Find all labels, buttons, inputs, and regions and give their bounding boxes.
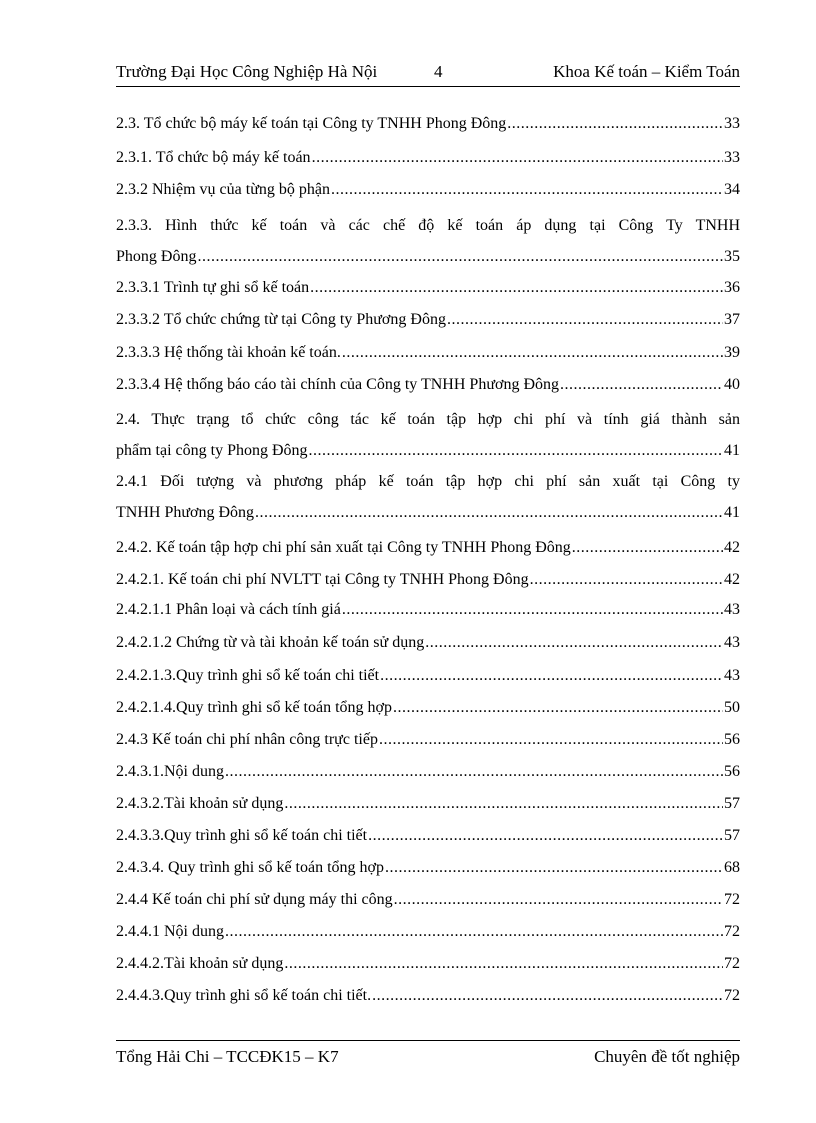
toc-entry [116,272,740,303]
toc-leader-dots [255,497,723,528]
toc-entry [116,594,740,625]
toc-entry-title: 2.4.3.4. Quy trình ghi sổ kế toán tổng hợp [116,859,384,876]
toc-entry [116,627,740,658]
toc-entry-page: 33 [724,149,740,166]
toc-entry-page: 43 [724,601,740,618]
toc-leader-dots [380,660,723,691]
toc-entry-page: 33 [724,115,740,132]
toc-entry-title: 2.3.2 Nhiệm vụ của từng bộ phận [116,181,330,198]
toc-entry [116,564,740,595]
toc-entry [116,788,740,819]
toc-entry [116,948,740,979]
toc-entry-title: TNHH Phương Đông [116,504,255,521]
toc-entry-title: 2.3.3.1 Trình tự ghi sổ kế toán [116,279,310,296]
toc-entry-page: 35 [724,248,740,265]
toc-entry-page: 42 [724,571,740,588]
toc-entry-title: 2.4.2. Kế toán tập hợp chi phí sản xuất tại Công ty TNHH Phong Đông [116,539,571,556]
toc-entry-title: 2.4.3.2.Tài khoản sử dụng [116,795,284,812]
toc-entry [116,724,740,755]
toc-entry-title-line1: 2.3.3. Hình thức kế toán và các chế độ kế toán áp dụng tại Công Ty TNHH [116,217,740,234]
toc-leader-dots [284,788,723,819]
toc-leader-dots [507,108,723,139]
toc-entry-title-line1: 2.4.1 Đối tượng và phương pháp kế toán tập hợp chi phí sản xuất tại Công ty [116,473,740,490]
toc-entry-page: 34 [724,181,740,198]
toc-entry-title: 2.4.2.1.4.Quy trình ghi sổ kế toán tổng hợp [116,699,392,716]
toc-leader-dots [372,980,723,1011]
toc-entry [116,660,740,691]
toc-entry-title: Phong Đông [116,248,197,265]
toc-entry [116,692,740,723]
toc-entry-page: 72 [724,987,740,1004]
toc-leader-dots [425,627,723,658]
toc-entry-title: 2.3.3.3 Hệ thống tài khoản kế toán. [116,344,341,361]
toc-entry-title: 2.4.3.1.Nội dung [116,763,224,780]
toc-leader-dots [309,435,723,466]
toc-leader-dots [394,884,723,915]
toc-entry [116,916,740,947]
toc-entry-title: 2.3.3.4 Hệ thống báo cáo tài chính của Công ty TNHH Phương Đông [116,376,559,393]
toc-entry-page: 72 [724,891,740,908]
page-footer [116,1040,740,1075]
page-header [116,58,740,87]
toc-leader-dots [393,692,723,723]
toc-entry [116,369,740,400]
toc-leader-dots [310,272,723,303]
toc-entry-title: 2.3.1. Tổ chức bộ máy kế toán [116,149,311,166]
toc-entry-title: 2.4.3 Kế toán chi phí nhân công trực tiếp [116,731,378,748]
toc-entry [116,756,740,787]
toc-entry-page: 72 [724,923,740,940]
toc-entry-title: 2.4.2.1. Kế toán chi phí NVLTT tại Công ty TNHH Phong Đông [116,571,529,588]
toc-entry [116,142,740,173]
toc-entry-page: 57 [724,795,740,812]
toc-leader-dots [284,948,723,979]
toc-leader-dots [447,304,723,335]
footer-author: Tổng Hải Chi – TCCĐK15 – K7 [116,1047,339,1066]
toc-entry-page: 56 [724,763,740,780]
toc-entry-page: 43 [724,667,740,684]
toc-entry-title: 2.4.2.1.1 Phân loại và cách tính giá [116,601,341,618]
toc-entry-page: 41 [724,442,740,459]
toc-entry [116,404,740,466]
toc-leader-dots [572,532,723,563]
toc-entry-page: 40 [724,376,740,393]
toc-entry-title: 2.4.2.1.3.Quy trình ghi sổ kế toán chi tiết [116,667,380,684]
toc-entry-page: 42 [724,539,740,556]
toc-entry [116,337,740,368]
toc-entry-title: phẩm tại công ty Phong Đông [116,442,308,459]
toc-entry-title: 2.3. Tổ chức bộ máy kế toán tại Công ty TNHH Phong Đông [116,115,507,132]
toc-entry-page: 56 [724,731,740,748]
footer-thesis: Chuyên đề tốt nghiệp [594,1047,740,1066]
toc-entry-title: 2.4.4.1 Nội dung [116,923,224,940]
toc-leader-dots [342,337,723,368]
toc-leader-dots [342,594,723,625]
toc-entry-page: 37 [724,311,740,328]
toc-entry-page: 43 [724,634,740,651]
toc-entry-page: 41 [724,504,740,521]
toc-leader-dots [530,564,723,595]
toc-entry-page: 68 [724,859,740,876]
toc-entry-page: 72 [724,955,740,972]
toc-entry [116,852,740,883]
toc-leader-dots [379,724,723,755]
toc-leader-dots [197,241,723,272]
toc-leader-dots [331,174,723,205]
toc-entry [116,304,740,335]
toc-leader-dots [225,756,723,787]
toc-entry-title: 2.4.3.3.Quy trình ghi sổ kế toán chi tiết [116,827,368,844]
header-department: Khoa Kế toán – Kiểm Toán [553,62,740,81]
toc-entry-page: 50 [724,699,740,716]
toc-entry [116,980,740,1011]
toc-leader-dots [225,916,723,947]
toc-entry [116,466,740,528]
toc-entry-title-line1: 2.4. Thực trạng tổ chức công tác kế toán tập hợp chi phí và tính giá thành sản [116,411,740,428]
toc-leader-dots [560,369,723,400]
toc-entry-page: 57 [724,827,740,844]
toc-entry [116,210,740,272]
toc-entry-title: 2.4.4.3.Quy trình ghi sổ kế toán chi tiết. [116,987,372,1004]
toc-entry-title: 2.4.4 Kế toán chi phí sử dụng máy thi công [116,891,393,908]
toc-entry [116,108,740,139]
toc-leader-dots [385,852,723,883]
toc-leader-dots [312,142,723,173]
toc-entry [116,820,740,851]
toc-entry-page: 36 [724,279,740,296]
toc-entry-title: 2.3.3.2 Tổ chức chứng từ tại Công ty Phương Đông [116,311,446,328]
toc-entry [116,532,740,563]
toc-leader-dots [368,820,723,851]
toc-entry [116,884,740,915]
toc-entry-page: 39 [724,344,740,361]
toc-entry-title: 2.4.4.2.Tài khoản sử dụng [116,955,284,972]
toc-entry [116,174,740,205]
toc-entry-title: 2.4.2.1.2 Chứng từ và tài khoản kế toán sử dụng [116,634,425,651]
header-school: Trường Đại Học Công Nghiệp Hà Nội [116,62,378,81]
header-page-number: 4 [434,62,443,81]
